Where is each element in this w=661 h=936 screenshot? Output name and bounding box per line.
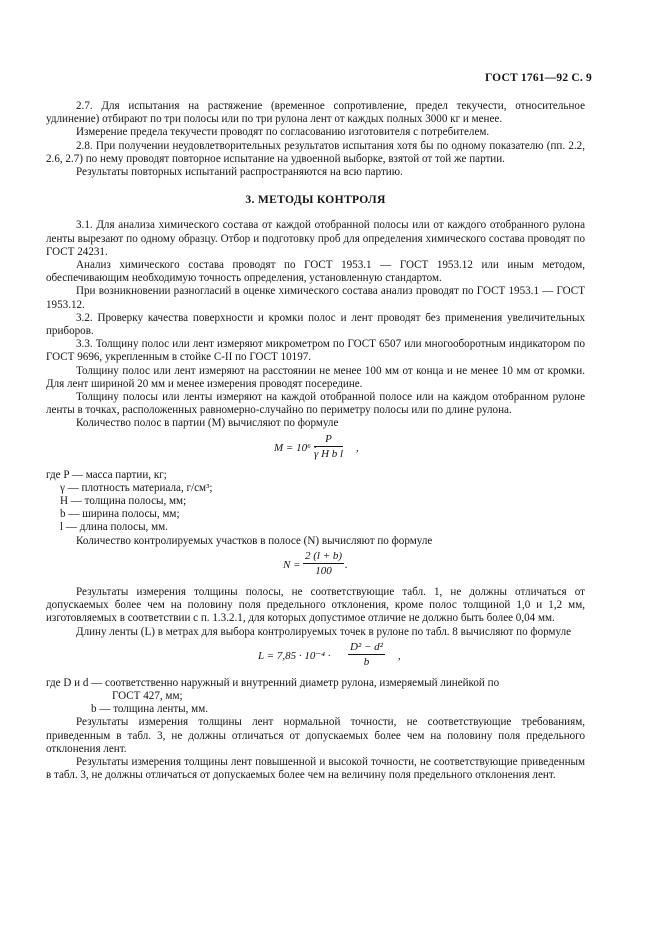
formula-n-tail: .: [345, 558, 348, 571]
paragraph-n-intro: Количество контролируемых участков в полосе (N) вычисляют по формуле: [76, 534, 433, 547]
formula-l-lhs: L = 7,85 · 10⁻⁴ ·: [258, 649, 331, 662]
formula-n-lhs: N =: [283, 558, 301, 571]
definition-p: где P — масса партии, кг;: [46, 468, 167, 481]
paragraph-2-7: 2.7. Для испытания на растяжение (временное сопротивление, предел текучести, относительное удлинение) отбирают по три полосы или по три рулона лент от каждых полных 3000 кг и менее.: [46, 100, 585, 126]
formula-l-numerator: D² − d²: [350, 640, 383, 653]
formula-m-lhs: M = 10⁶ ·: [274, 441, 317, 454]
formula-n-numerator: 2 (l + b): [305, 549, 343, 562]
paragraph-3-3: 3.3. Толщину полос или лент измеряют микрометром по ГОСТ 6507 или многооборотным индикатором по ГОСТ 9696, укрепленным в стойке С-II по ГОСТ 10197.: [46, 338, 585, 364]
formula-l-fraction: [348, 641, 385, 668]
paragraph-strip-thickness: Результаты измерения толщины полосы, не соответствующие табл. 1, не должны отличаться от допускаемых более чем на половину поля предельного отклонения, кроме полос толщиной 1,0 и 1,2 мм, изготовляемых в соответствии с п. 1.3.2.1, для которых допустимое отличие не должно быть более 0,04 мм.: [46, 585, 585, 625]
definition-b: b — ширина полосы, мм;: [60, 508, 180, 521]
formula-n: [46, 550, 585, 582]
paragraph-normal-accuracy: Результаты измерения толщины лент нормальной точности, не соответствующие требованиям, приведенным в табл. 3, не должны отличаться от допускаемых более чем на половину поля предельного отклонения лент.: [46, 716, 585, 755]
definition-band-b: b — толщина ленты, мм.: [91, 703, 208, 716]
paragraph-m-intro: Количество полос в партии (M) вычисляют по формуле: [76, 417, 339, 430]
paragraph-disagreement: При возникновении разногласий в оценке химического состава анализ проводят по ГОСТ 1953.1 — ГОСТ 1953.12.: [46, 285, 585, 311]
formula-m: [46, 433, 585, 465]
paragraph-repeat-tests: Результаты повторных испытаний распространяются на всю партию.: [76, 166, 403, 179]
paragraph-yield-strength: Измерение предела текучести проводят по согласованию изготовителя с потребителем.: [76, 126, 490, 139]
definition-gamma: γ — плотность материала, г/см³;: [60, 481, 213, 494]
formula-l: [46, 641, 585, 673]
definition-d: где D и d — соответственно наружный и внутренний диаметр рулона, измеряемый линейкой по: [46, 676, 500, 689]
page-header: ГОСТ 1761—92 С. 9: [484, 72, 592, 84]
formula-m-tail: ,: [356, 441, 359, 454]
definition-l: l — длина полосы, мм.: [60, 521, 168, 534]
paragraph-l-intro: Длину ленты (L) в метрах для выбора контролируемых точек в рулоне по табл. 8 вычисляют по формуле: [76, 625, 572, 638]
definition-h: H — толщина полосы, мм;: [60, 495, 187, 508]
paragraph-3-1: 3.1. Для анализа химического состава от каждой отобранной полосы или от каждого отобранного рулона ленты вырезают по одному образцу. Отбор и подготовку проб для определения химического состава проводят по ГОСТ 24231.: [46, 219, 585, 258]
document-body: [46, 100, 585, 782]
formula-m-numerator: P: [314, 433, 343, 447]
paragraph-high-accuracy: Результаты измерения толщины лент повышенной и высокой точности, не соответствующие приведенным в табл. 3, не должны отличаться от допускаемых более чем на величину поля предельного отклонения лент.: [46, 755, 585, 782]
definitions-m: [46, 469, 585, 535]
paragraph-measure-points: Толщину полосы или ленты измеряют на каждой отобранной полосе или на каждом отобранном рулоне ленты в точках, расположенных равномерно-случайно по периметру полосы или по длине рулона.: [46, 391, 585, 417]
paragraph-2-8: 2.8. При получении неудовлетворительных результатов испытания хотя бы по одному показателю (пп. 2.2, 2.6, 2.7) по нему проводят повторное испытание на удвоенной выборке, взятой от той же партии.: [46, 139, 585, 165]
paragraph-measure-distance: Толщину полос или лент измеряют на расстоянии не менее 100 мм от конца и не менее 10 мм от кромки. Для лент шириной 20 мм и менее измерения проводят посередине.: [46, 364, 585, 390]
definition-d-cont: ГОСТ 427, мм;: [112, 689, 183, 702]
definitions-l: [46, 677, 585, 717]
formula-n-denominator: 100: [315, 564, 332, 577]
paragraph-chem-analysis: Анализ химического состава проводят по ГОСТ 1953.1 — ГОСТ 1953.12 или иным методом, обеспечивающим необходимую точность определения, установленную стандартом.: [46, 259, 585, 285]
formula-m-denominator: γ H b l: [314, 447, 344, 460]
formula-m-fraction: [314, 433, 343, 460]
formula-l-denominator: b: [363, 655, 370, 668]
formula-n-fraction: [303, 550, 344, 577]
paragraph-3-2: 3.2. Проверку качества поверхности и кромки полос и лент проводят без применения увеличительных приборов.: [46, 311, 585, 338]
section-title: 3. МЕТОДЫ КОНТРОЛЯ: [245, 193, 386, 207]
formula-l-tail: ,: [398, 649, 401, 662]
